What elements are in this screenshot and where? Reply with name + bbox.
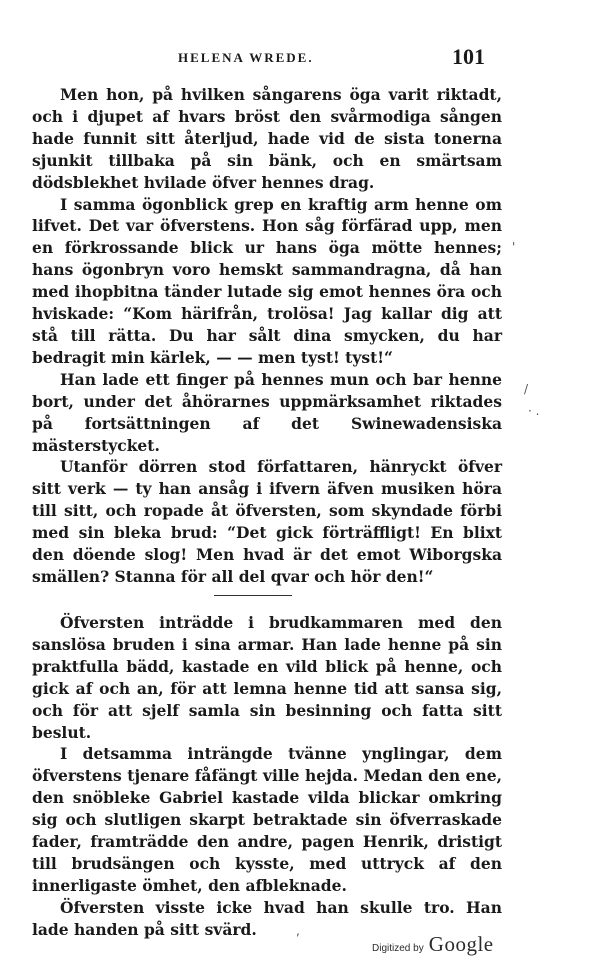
paragraph: Öfversten inträdde i brudkammaren med den sanslösa bruden i sina armar. Han lade henne på sin praktfulla bädd, kastade en vild blick på henne, och gick af och an, för att lemna henne tid att sansa sig, och för att sjelf samla sin besinning och fatta sitt beslut. [32, 613, 502, 742]
digitization-watermark [372, 932, 494, 957]
paragraph: Han lade ett finger på hennes mun och bar henne bort, under det åhörarnes uppmärksamhet riktades på fortsättningen af det Swinewadensiska mästerstycket. [32, 369, 502, 455]
page-header [0, 44, 600, 70]
stray-mark: / [524, 382, 529, 396]
text-section-2 [32, 612, 502, 941]
section-separator [214, 595, 292, 596]
paragraph: I detsamma inträngde tvänne ynglingar, dem öfverstens tjenare fåfängt ville hejda. Medan den ene, den snöbleke Gabriel kastade vilda blickar omkring sig och slutligen skarpt betraktade sin öfverraskade fader, framträdde den andre, pagen Henrik, dristigt till brudsängen och kysste, med uttryck af den innerligaste ömhet, den afbleknade. [32, 744, 502, 895]
watermark-brand-logo: Google [428, 932, 494, 956]
paragraph: I samma ögonblick grep en kraftig arm henne om lifvet. Det var öfverstens. Hon såg förfärad upp, men en förkrossande blick ur hans öga mötte hennes; hans ögonbryn voro hemskt sammandragna, då han med ihopbitna tänder lutade sig emot hennes öra och hviskade: “Kom härifrån, trolösa! Jag kallar dig att stå till rätta. Du har sålt dina smycken, du har bedragit min kärlek, — — men tyst! tyst!“ [32, 194, 502, 367]
paragraph: Men hon, på hvilken sångarens öga varit riktadt, och i djupet af hvars bröst den svårmodiga sången hade funnit sitt återljud, hade vid de sista tonerna sjunkit tillbaka på sin bänk, och en smärtsam dödsblekhet hvilade öfver hennes drag. [32, 85, 502, 192]
stray-mark: , [296, 924, 300, 938]
paragraph: Öfversten visste icke hvad han skulle tro. Han lade handen på sitt svärd. [32, 897, 502, 939]
paragraph: Utanför dörren stod författaren, hänryckt öfver sitt verk — ty han ansåg i ifvern äfven musiken höra till sitt, och ropade åt öfversten, som skyndade förbi med sin bleka brud: “Det gick förträffligt! En blixt den döende slog! Men hvad är det emot Wiborgska smällen? Stanna för all del qvar och hör den!“ [32, 457, 502, 586]
stray-mark: · . [528, 404, 540, 418]
running-title: HELENA WREDE. [178, 50, 314, 65]
text-section-1 [32, 84, 502, 588]
stray-mark: ' [512, 240, 516, 254]
page-number: 101 [452, 44, 485, 69]
watermark-digitized-by: Digitized by [372, 943, 424, 954]
